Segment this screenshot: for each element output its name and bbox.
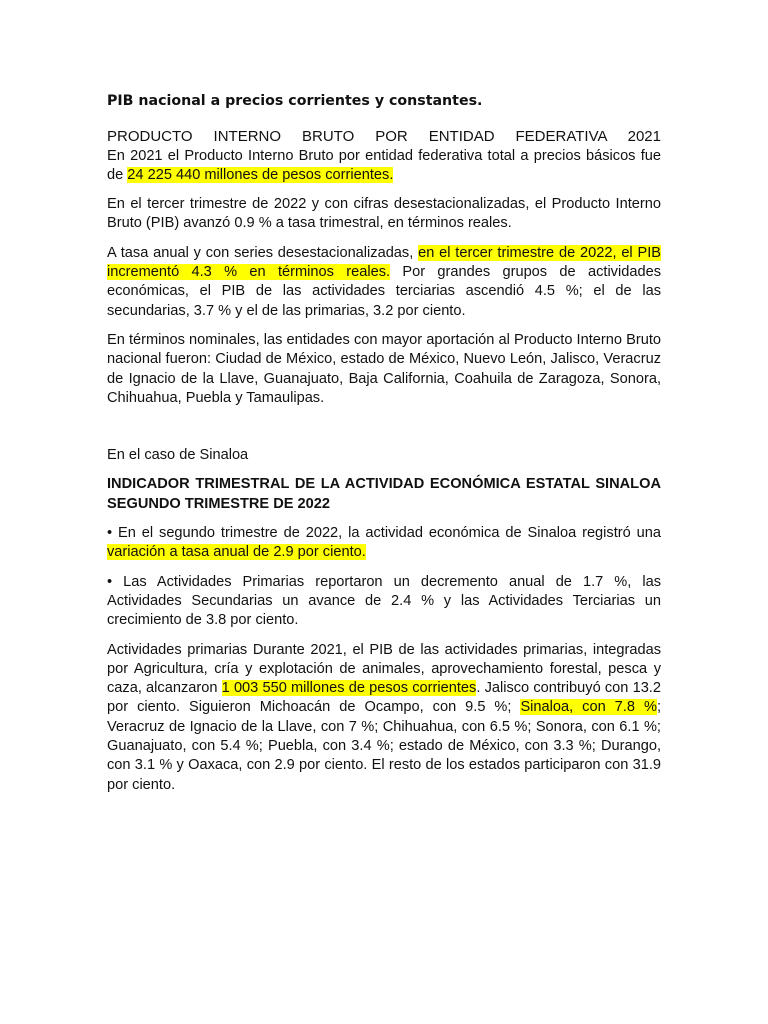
bullet-activity-groups: • Las Actividades Primarias reportaron un decremento anual de 1.7 %, las Actividades Secundarias un avance de 2.4 % y las Actividades Terciarias un crecimiento de 3.8 por ciento. (107, 573, 661, 629)
highlighted-text: 24 225 440 millones de pesos corrientes. (127, 166, 394, 183)
paragraph-text: . Jalisco contribuyó con 13.2 por ciento. Siguieron Michoacán de Ocampo, con 9.5 %; (107, 680, 661, 716)
paragraph-text: Actividades primarias Durante 2021, el PIB de las actividades primarias, integradas por Agricultura, cría y explotación de animales, aprovechamiento forestal, pesca y caza, alcanzaron (107, 641, 661, 697)
section-heading-itaee: INDICADOR TRIMESTRAL DE LA ACTIVIDAD ECONÓMICA ESTATAL SINALOA SEGUNDO TRIMESTRE DE 2022 (107, 476, 661, 512)
bullet-economic-activity (107, 524, 661, 563)
spacer (107, 418, 661, 446)
paragraph-annual-growth (107, 244, 661, 321)
paragraph-text: • En el segundo trimestre de 2022, la actividad económica de Sinaloa registró una (107, 525, 661, 542)
section-title: PRODUCTO INTERNO BRUTO POR ENTIDAD FEDERATIVA 2021 (107, 128, 661, 146)
highlighted-text: en el tercer trimestre de 2022, el PIB incrementó 4.3 % en términos reales. (107, 244, 662, 281)
paragraph-nominal-states: En términos nominales, las entidades con mayor aportación al Producto Interno Bruto nacional fueron: Ciudad de México, estado de México, Nuevo León, Jalisco, Veracruz de Ignacio de la Llave, Guanajuato, Baja California, Coahuila de Zaragoza, Sonora, Chihuahua, Puebla y Tamaulipas. (107, 331, 661, 406)
document-heading: PIB nacional a precios corrientes y constantes. (107, 93, 483, 109)
paragraph-sinaloa-intro: En el caso de Sinaloa (107, 447, 249, 464)
paragraph-primary-activities (107, 641, 661, 795)
paragraph-text: A tasa anual y con series desestacionalizadas, (107, 244, 419, 261)
highlighted-text: variación a tasa anual de 2.9 por ciento. (107, 544, 366, 561)
paragraph-text: En 2021 el Producto Interno Bruto por entidad federativa total a precios básicos fue de (107, 147, 661, 183)
paragraph-text: Por grandes grupos de actividades económicas, el PIB de las actividades terciarias ascendió 4.5 %; el de las secundarias, 3.7 % y el de las primarias, 3.2 por ciento. (107, 264, 661, 319)
paragraph-quarterly-growth: En el tercer trimestre de 2022 y con cifras desestacionalizadas, el Producto Interno Bruto (PIB) avanzó 0.9 % a tasa trimestral, en términos reales. (107, 196, 661, 232)
highlighted-text: Sinaloa, con 7.8 % (520, 699, 657, 716)
paragraph-text: ; Veracruz de Ignacio de la Llave, con 7 %; Chihuahua, con 6.5 %; Sonora, con 6.1 %; Guanajuato, con 5.4 %; Puebla, con 3.4 %; estado de México, con 3.3 %; Durango, con 3.1 % y Oaxaca, con 2.9 por ciento. El resto de los estados participaron con 31.9 por ciento. (107, 699, 661, 793)
document-body (107, 92, 661, 805)
paragraph-total-gdp (107, 147, 661, 186)
highlighted-text: 1 003 550 millones de pesos corrientes (221, 680, 477, 697)
